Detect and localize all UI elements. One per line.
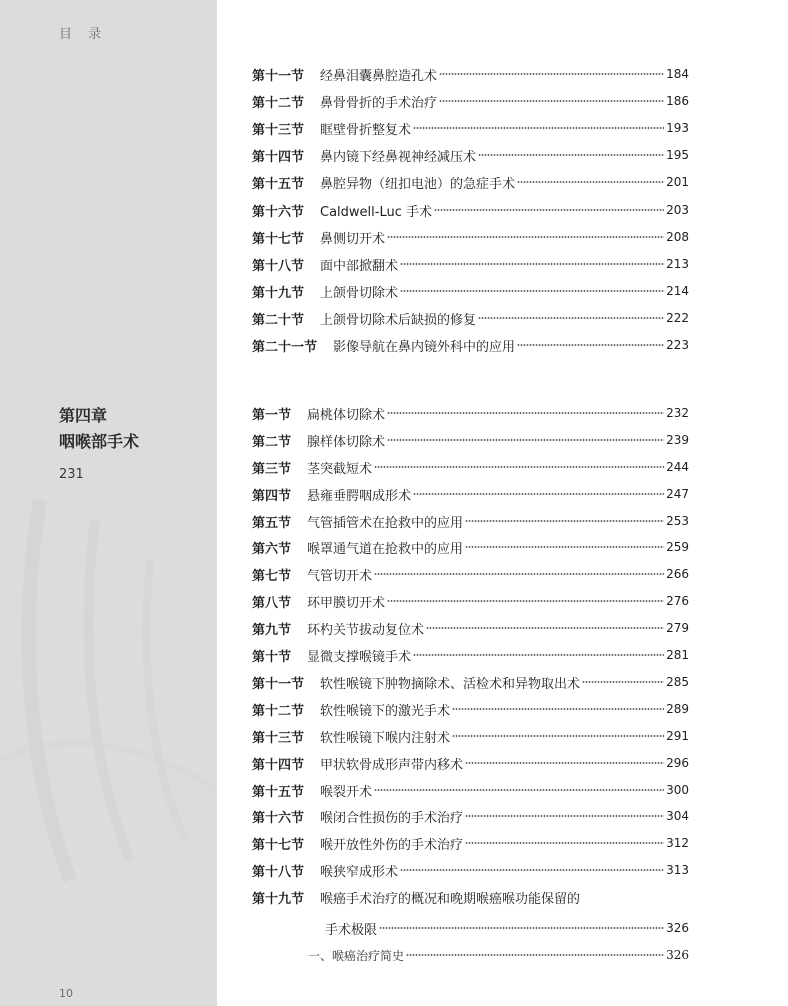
toc-header-label: 目 录 [59, 27, 108, 42]
toc-entry[interactable] [252, 780, 689, 800]
section-title: 软性喉镜下的激光手术 [320, 703, 451, 719]
section-title: 软性喉镜下肿物摘除术、活检术和异物取出术 [320, 676, 581, 692]
page-ref: 184 [666, 67, 689, 81]
section-title: 喉罩通气道在抢救中的应用 [307, 541, 464, 557]
section-number: 第七节 [252, 568, 292, 584]
section-title: 鼻侧切开术 [320, 231, 386, 247]
toc-entry[interactable] [252, 335, 689, 355]
page-ref: 285 [666, 675, 689, 689]
toc-entry[interactable] [252, 227, 689, 247]
section-title: 甲状软骨成形声带内移术 [320, 757, 464, 773]
dot-leader [478, 151, 664, 159]
toc-entry[interactable] [252, 726, 689, 746]
page-ref: 244 [666, 460, 689, 474]
dot-leader [413, 124, 664, 132]
dot-leader [387, 233, 664, 241]
chapter-heading [59, 403, 139, 482]
toc-entry[interactable] [252, 645, 689, 665]
dot-leader [517, 178, 664, 186]
section-number: 第十一节 [252, 68, 305, 84]
dot-leader [452, 732, 664, 740]
section-title: 喉裂开术 [320, 784, 373, 800]
chapter-title: 咽喉部手术 [59, 432, 140, 451]
dot-leader [478, 314, 664, 322]
section-title: 一、喉癌治疗简史 [308, 948, 405, 963]
toc-subentry[interactable] [308, 945, 689, 965]
dot-leader [374, 463, 664, 471]
section-title: 上颌骨切除术后缺损的修复 [320, 312, 477, 328]
section-title: 气管切开术 [307, 568, 373, 584]
chapter-sidebar [0, 0, 217, 1006]
section-number: 第四节 [252, 488, 292, 504]
page-ref: 253 [666, 514, 689, 528]
page-ref: 313 [666, 863, 689, 877]
section-title: 悬雍垂腭咽成形术 [307, 488, 412, 504]
section-number: 第十六节 [252, 204, 305, 220]
page-ref: 232 [666, 406, 689, 420]
chapter-number: 第四章 [59, 406, 108, 425]
section-title: 腺样体切除术 [307, 434, 386, 450]
section-number: 第十三节 [252, 730, 305, 746]
page-ref: 195 [666, 148, 689, 162]
section-title: 鼻内镜下经鼻视神经减压术 [320, 149, 477, 165]
section-number: 第六节 [252, 541, 292, 557]
section-number: 第十五节 [252, 176, 305, 192]
section-number: 第十九节 [252, 891, 305, 907]
section-number: 第十九节 [252, 285, 305, 301]
page-ref: 247 [666, 487, 689, 501]
toc-entry[interactable] [252, 511, 689, 531]
section-number: 第八节 [252, 595, 292, 611]
section-title: 喉癌手术治疗的概况和晚期喉癌喉功能保留的 [320, 891, 581, 907]
section-number: 第五节 [252, 515, 292, 531]
page-ref: 222 [666, 311, 689, 325]
section-title: 上颌骨切除术 [320, 285, 399, 301]
section-title: 环甲膜切开术 [307, 595, 386, 611]
dot-leader [434, 206, 664, 214]
page-ref: 304 [666, 809, 689, 823]
section-number: 第二十节 [252, 312, 305, 328]
toc-entry[interactable] [252, 145, 689, 165]
section-title: 鼻腔异物（纽扣电池）的急症手术 [320, 176, 516, 192]
dot-leader [374, 570, 664, 578]
toc-entry[interactable] [252, 200, 689, 220]
toc-entry[interactable] [252, 699, 689, 719]
section-title: Caldwell-Luc 手术 [320, 204, 433, 220]
page-ref: 223 [666, 338, 689, 352]
section-number: 第三节 [252, 461, 292, 477]
dot-leader [406, 951, 664, 959]
page-ref: 326 [666, 921, 689, 935]
page-ref: 203 [666, 203, 689, 217]
section-title: 喉开放性外伤的手术治疗 [320, 837, 464, 853]
section-title: 鼻骨骨折的手术治疗 [320, 95, 438, 111]
section-number: 第十二节 [252, 95, 305, 111]
dot-leader [465, 812, 664, 820]
dot-leader [400, 260, 664, 268]
page-ref: 213 [666, 257, 689, 271]
section-number: 第一节 [252, 407, 292, 423]
dot-leader [374, 786, 664, 794]
toc-entry[interactable] [252, 254, 689, 274]
dot-leader [465, 543, 664, 551]
section-title: 喉闭合性损伤的手术治疗 [320, 810, 464, 826]
toc-entry[interactable] [252, 457, 689, 477]
section-number: 第十一节 [252, 676, 305, 692]
toc-entry[interactable] [252, 591, 689, 611]
toc-entry[interactable] [252, 806, 689, 826]
section-number: 第十七节 [252, 837, 305, 853]
dot-leader [452, 705, 664, 713]
dot-leader [465, 517, 664, 525]
section-number: 第十节 [252, 649, 292, 665]
section-number: 第十四节 [252, 757, 305, 773]
section-title: 气管插管术在抢救中的应用 [307, 515, 464, 531]
section-number: 第十二节 [252, 703, 305, 719]
section-title: 面中部掀翻术 [320, 258, 399, 274]
section-title: 眶壁骨折整复术 [320, 122, 412, 138]
dot-leader [379, 924, 664, 932]
toc-entry[interactable] [252, 172, 689, 192]
chapter-start-page: 231 [59, 467, 84, 482]
folio-page-number: 10 [59, 987, 73, 1000]
section-number: 第十四节 [252, 149, 305, 165]
page-ref: 276 [666, 594, 689, 608]
page-ref: 326 [666, 948, 689, 962]
toc-entry[interactable] [252, 564, 689, 584]
dot-leader [517, 341, 664, 349]
dot-leader [439, 97, 664, 105]
section-title: 软性喉镜下喉内注射术 [320, 730, 451, 746]
dot-leader [439, 70, 664, 78]
toc-entry[interactable] [325, 918, 689, 938]
page-ref: 201 [666, 175, 689, 189]
toc-entry[interactable] [252, 91, 689, 111]
dot-leader [582, 678, 664, 686]
toc-entry[interactable] [252, 308, 689, 328]
page-ref: 300 [666, 783, 689, 797]
toc-entry[interactable] [252, 860, 689, 880]
dot-leader [387, 409, 664, 417]
dot-leader [465, 839, 664, 847]
section-number: 第二节 [252, 434, 292, 450]
toc-entry[interactable] [252, 537, 689, 557]
section-number: 第十五节 [252, 784, 305, 800]
section-title: 显微支撑喉镜手术 [307, 649, 412, 665]
dot-leader [465, 759, 664, 767]
toc-entry[interactable] [252, 618, 689, 638]
page-ref: 266 [666, 567, 689, 581]
toc-entry[interactable] [252, 753, 689, 773]
dot-leader [400, 866, 664, 874]
section-title: 扁桃体切除术 [307, 407, 386, 423]
toc-entry[interactable] [252, 403, 689, 423]
toc-entry[interactable] [252, 484, 689, 504]
section-title: 茎突截短术 [307, 461, 373, 477]
page-ref: 259 [666, 540, 689, 554]
section-number: 第十八节 [252, 864, 305, 880]
toc-entry[interactable] [252, 833, 689, 853]
toc-entry[interactable] [252, 887, 689, 907]
page-ref: 193 [666, 121, 689, 135]
page-ref: 312 [666, 836, 689, 850]
section-title: 影像导航在鼻内镜外科中的应用 [333, 339, 516, 355]
section-number: 第十三节 [252, 122, 305, 138]
section-title: 环杓关节拔动复位术 [307, 622, 425, 638]
dot-leader [387, 436, 664, 444]
dot-leader [387, 597, 664, 605]
toc-entry[interactable] [252, 64, 689, 84]
page-ref: 186 [666, 94, 689, 108]
page-ref: 291 [666, 729, 689, 743]
dot-leader [400, 287, 664, 295]
toc-entry[interactable] [252, 430, 689, 450]
page-ref: 279 [666, 621, 689, 635]
background-texture [0, 0, 217, 1006]
section-number: 第十六节 [252, 810, 305, 826]
section-number: 第十八节 [252, 258, 305, 274]
section-number: 第二十一节 [252, 339, 318, 355]
page-ref: 208 [666, 230, 689, 244]
toc-entry[interactable] [252, 281, 689, 301]
page-ref: 239 [666, 433, 689, 447]
dot-leader [413, 651, 664, 659]
section-title: 手术极限 [325, 922, 378, 938]
section-title: 喉狭窄成形术 [320, 864, 399, 880]
section-number: 第九节 [252, 622, 292, 638]
page-ref: 289 [666, 702, 689, 716]
dot-leader [426, 624, 664, 632]
page-ref: 296 [666, 756, 689, 770]
section-number: 第十七节 [252, 231, 305, 247]
section-title: 经鼻泪囊鼻腔造孔术 [320, 68, 438, 84]
toc-entry[interactable] [252, 672, 689, 692]
dot-leader [413, 490, 664, 498]
page-ref: 281 [666, 648, 689, 662]
toc-entry[interactable] [252, 118, 689, 138]
page-ref: 214 [666, 284, 689, 298]
